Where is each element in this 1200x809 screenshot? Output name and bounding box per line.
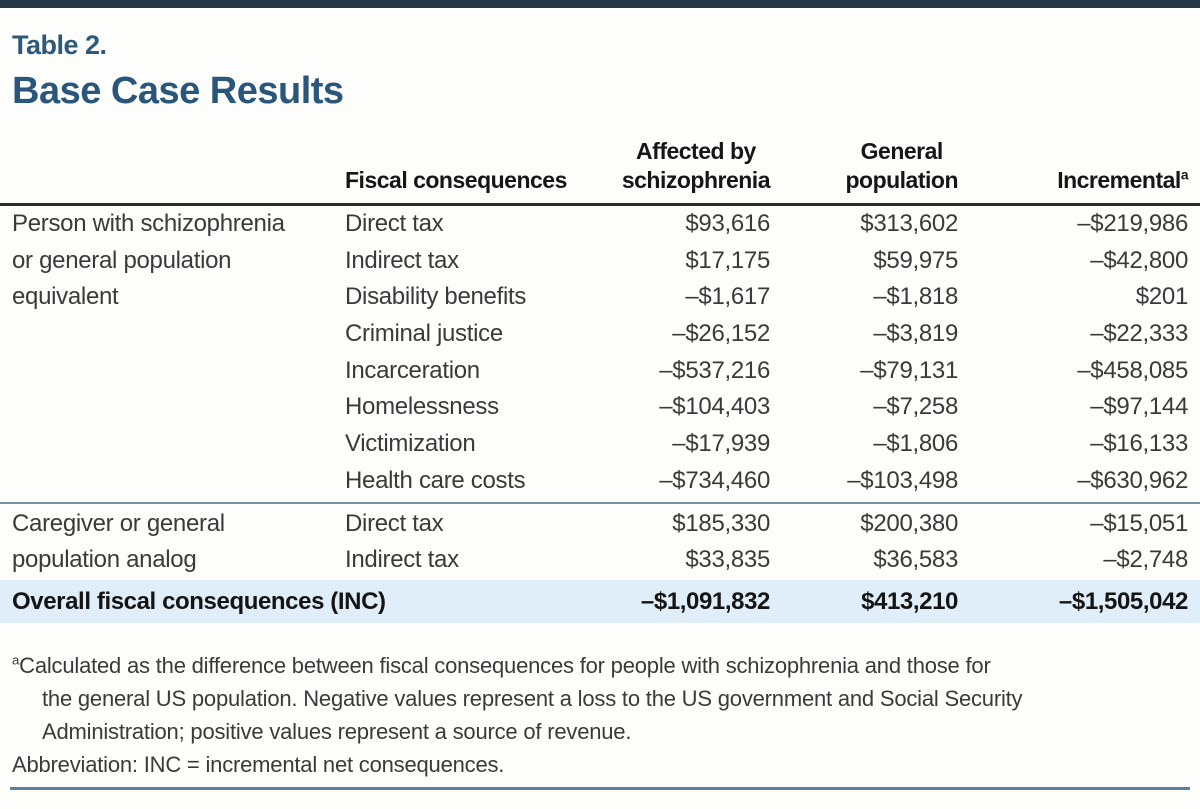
section-person-with-schizophrenia: [0, 206, 1200, 500]
cell-general: –$1,818: [873, 283, 958, 311]
group-label: [12, 389, 345, 426]
cell-incremental: $201: [1135, 283, 1188, 311]
cell-general: –$103,498: [847, 466, 958, 494]
cell-general: $200,380: [860, 509, 958, 537]
cell-incremental: –$15,051: [1090, 509, 1188, 537]
group-label: equivalent: [12, 283, 119, 311]
column-header-affected-line2: schizophrenia: [621, 167, 770, 193]
cell-incremental: –$458,085: [1077, 356, 1188, 384]
group-label: [12, 463, 345, 500]
table-row: [0, 353, 1200, 390]
group-label: population analog: [12, 546, 197, 574]
cell-general: $313,602: [860, 210, 958, 237]
cell-general: $36,583: [873, 546, 958, 574]
row-label: Indirect tax: [345, 546, 459, 574]
footnote-line-3: Administration; positive values represent a source of revenue.: [42, 718, 632, 744]
top-accent-bar: [0, 0, 1200, 8]
cell-general: $59,975: [873, 246, 958, 274]
cell-general: –$7,258: [873, 393, 958, 421]
footnote-line-1: $^a$Calculated as the difference between fiscal consequences for people with schizophrenia and those for: [12, 652, 991, 678]
row-label: Criminal justice: [345, 320, 503, 348]
cell-affected: $93,616: [685, 210, 770, 237]
cell-general: –$3,819: [873, 320, 958, 348]
total-incremental: –$1,505,042: [1058, 587, 1188, 615]
cell-general: –$1,806: [873, 430, 958, 458]
table-number-label: Table 2.: [12, 30, 107, 60]
group-label: Person with schizophrenia: [12, 210, 285, 237]
column-header-general: [770, 137, 958, 195]
column-header-general-line2: population: [845, 167, 958, 193]
row-label: Direct tax: [345, 509, 444, 537]
total-row-label: Overall fiscal consequences (INC): [12, 587, 386, 615]
row-label: Indirect tax: [345, 246, 459, 274]
cell-incremental: –$22,333: [1090, 320, 1188, 348]
page-title: Base Case Results: [12, 70, 344, 112]
cell-affected: $185,330: [672, 509, 770, 537]
table-row: [0, 243, 1200, 280]
results-table: [0, 137, 1200, 623]
section-divider: [0, 502, 1200, 504]
cell-affected: –$537,216: [659, 356, 770, 384]
total-row: [0, 580, 1200, 623]
group-label: or general population: [12, 246, 232, 274]
group-label: [12, 353, 345, 390]
group-label: [12, 426, 345, 463]
footnote-line-2: the general US population. Negative values represent a loss to the US government and Social Security: [42, 685, 1023, 711]
section-caregiver: [0, 506, 1200, 579]
cell-incremental: –$219,986: [1077, 210, 1188, 237]
cell-affected: –$104,403: [659, 393, 770, 421]
footnote-marker: a: [12, 652, 20, 668]
row-label: Health care costs: [345, 466, 526, 494]
cell-affected: $17,175: [685, 246, 770, 274]
table-row: [0, 206, 1200, 243]
cell-affected: –$26,152: [672, 320, 770, 348]
cell-affected: –$17,939: [672, 430, 770, 458]
abbreviation-note: Abbreviation: INC = incremental net consequences.: [12, 751, 505, 777]
column-header-affected: [560, 137, 770, 195]
column-header-fiscal: Fiscal consequences: [345, 167, 567, 193]
table-row: [0, 316, 1200, 353]
column-header-affected-line1: Affected by: [636, 138, 756, 164]
cell-incremental: –$97,144: [1090, 393, 1188, 421]
column-header-incremental: Incremental$^a$: [1057, 167, 1188, 193]
table-row: [0, 389, 1200, 426]
cell-affected: $33,835: [685, 546, 770, 574]
cell-incremental: –$630,962: [1077, 466, 1188, 494]
table-row: [0, 426, 1200, 463]
footnote-marker: a: [1180, 167, 1188, 183]
cell-affected: –$734,460: [659, 466, 770, 494]
total-affected: –$1,091,832: [640, 587, 770, 615]
cell-incremental: –$2,748: [1103, 546, 1188, 574]
table-header-row: [0, 137, 1200, 206]
cell-affected: –$1,617: [685, 283, 770, 311]
total-general: $413,210: [861, 587, 958, 615]
row-label: Incarceration: [345, 356, 480, 384]
footnotes: [12, 649, 1188, 781]
group-label: [12, 316, 345, 353]
cell-general: –$79,131: [860, 356, 958, 384]
row-label: Disability benefits: [345, 283, 527, 311]
bottom-rule: [10, 787, 1190, 790]
table-row: [0, 279, 1200, 316]
cell-incremental: –$16,133: [1090, 430, 1188, 458]
table-row: [0, 463, 1200, 500]
table-row: [0, 542, 1200, 579]
cell-incremental: –$42,800: [1090, 246, 1188, 274]
column-header-general-line1: General: [860, 138, 943, 164]
table-row: [0, 506, 1200, 543]
row-label: Direct tax: [345, 210, 444, 237]
row-label: Homelessness: [345, 393, 499, 421]
row-label: Victimization: [345, 430, 476, 458]
group-label: Caregiver or general: [12, 509, 225, 537]
